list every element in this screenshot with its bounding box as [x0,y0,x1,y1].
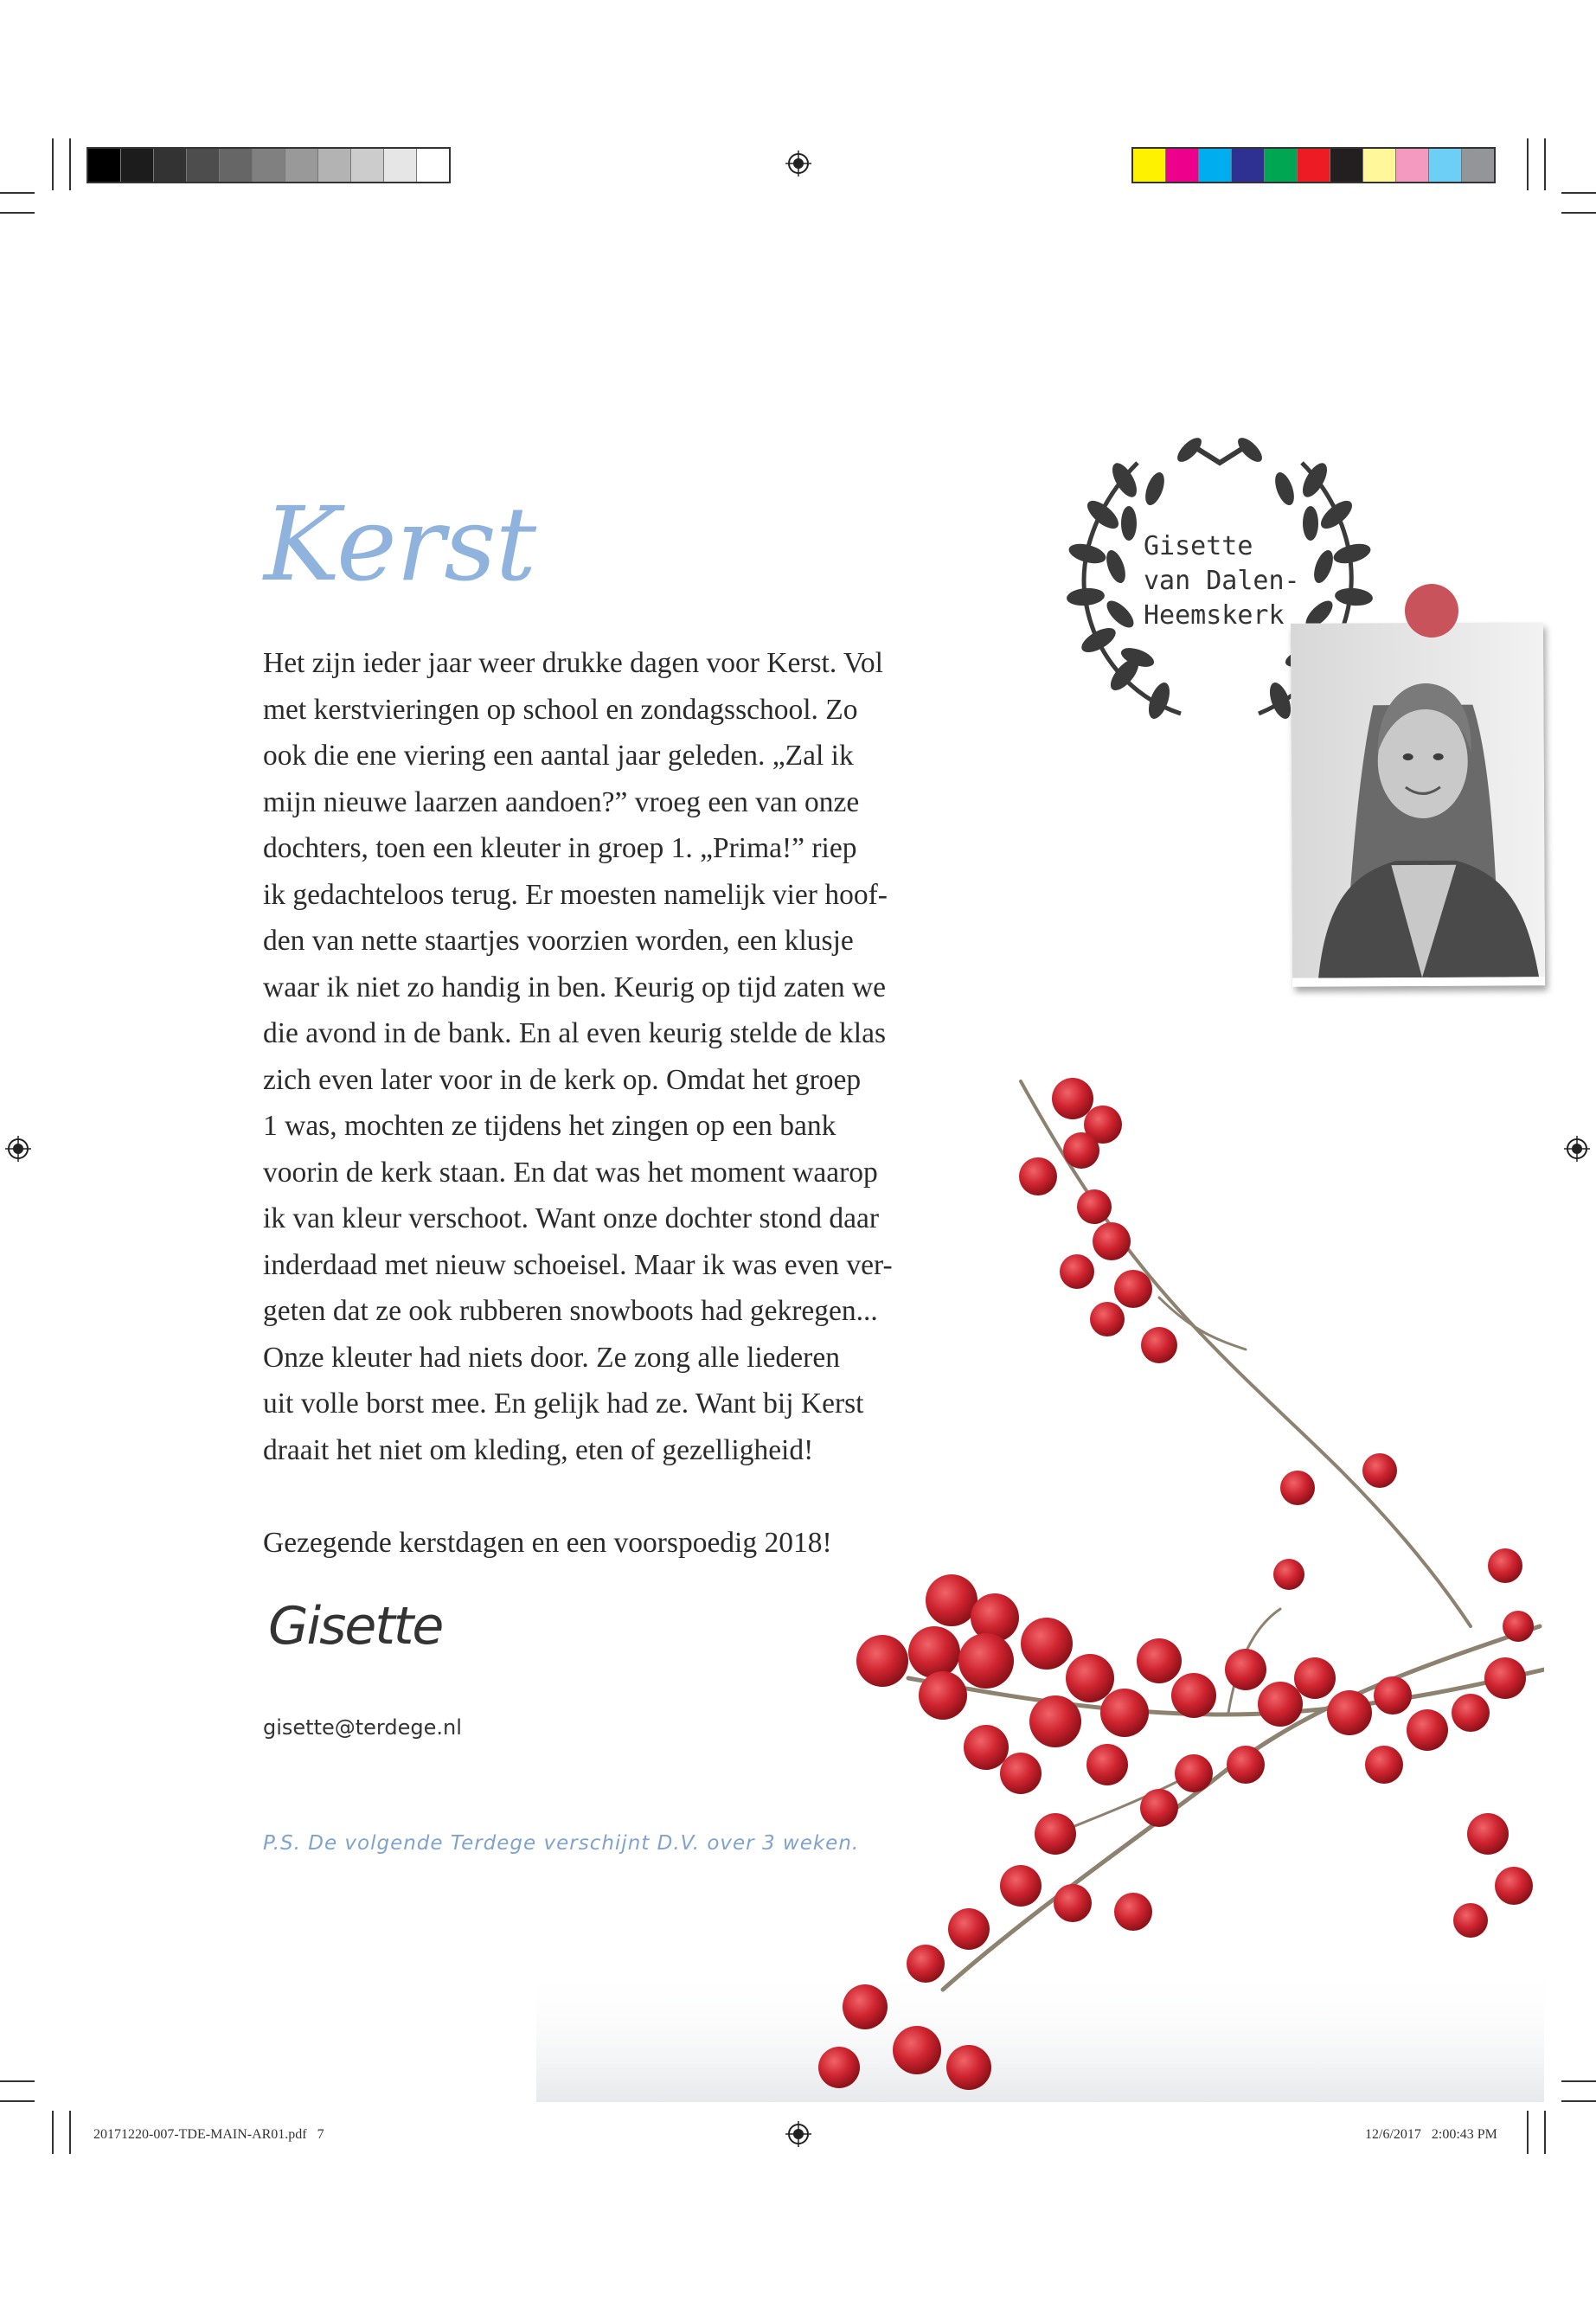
crop-mark [1561,2080,1596,2082]
color-swatch [351,149,384,182]
crop-mark [0,212,35,214]
color-swatch [1462,149,1494,182]
crop-mark [1561,212,1596,214]
color-swatch [384,149,417,182]
pin-icon [1403,582,1460,639]
crop-mark [0,2100,35,2102]
crop-mark [1544,2111,1546,2154]
signature: Gisette [268,1596,443,1657]
registration-mark-icon [5,1136,31,1162]
postscript: P.S. De volgende Terdege verschijnt D.V. over 3 weken. [263,1832,860,1855]
crop-mark [1544,138,1546,190]
color-swatch [88,149,121,182]
article-paragraph: Het zijn ieder jaar weer drukke dagen voor Kerst. Vol met kerstvieringen op school en zondagsschool. Zo ook die ene viering een aantal jaar geleden. „Zal ik mijn nieuwe laarzen aandoen?” vroeg een van onze dochters, toen een kleuter in groep 1. „Prima!” riep ik gedachteloos terug. Er moesten namelijk vier hoof- den van nette staartjes voorzien worden, een klusje waar ik niet zo handig in ben. Keurig op tijd zaten we die avond in de bank. En al even keurig stelde de klas zich even later voor in de kerk op. Omdat het groep 1 was, mochten ze tijdens het zingen op een bank voorin de kerk staan. En dat was het moment waarop ik van kleur verschoot. Want onze dochter stond daar inderdaad met nieuw schoeisel. Maar ik was even ver- geten dat ze ook rubberen snowboots had gekregen... Onze kleuter had niets door. Ze zong alle liederen uit volle borst mee. En gelijk had ze. Want bij Kerst draait het niet om kleding, eten of gezelligheid! [263,647,893,1466]
crop-mark [1527,2111,1529,2154]
author-email[interactable]: gisette@terdege.nl [263,1715,462,1740]
color-swatch [1232,149,1265,182]
color-swatch [1429,149,1462,182]
crop-mark [52,2111,54,2154]
color-swatch [1265,149,1298,182]
color-swatch [121,149,154,182]
color-swatch [253,149,285,182]
article-body [263,640,955,1473]
footer-timestamp: 12/6/2017 2:00:43 PM [1365,2127,1497,2142]
color-swatch [285,149,318,182]
color-swatch [187,149,220,182]
color-swatch [417,149,449,182]
crop-mark [1527,138,1529,190]
color-swatch [318,149,351,182]
author-photo [1291,622,1545,987]
registration-mark-icon [1564,1136,1590,1162]
color-swatch [1199,149,1232,182]
color-swatch [1298,149,1330,182]
registration-mark-icon [785,2121,811,2147]
color-swatch [1330,149,1363,182]
greeting: Gezegende kerstdagen en een voorspoedig 2018! [263,1527,832,1559]
author-portrait [1291,622,1545,978]
crop-mark [0,2080,35,2082]
color-swatch [1166,149,1199,182]
article-title: Kerst [264,484,536,604]
color-swatch [1363,149,1396,182]
crop-mark [52,138,54,190]
crop-mark [1561,192,1596,194]
color-swatch [1396,149,1429,182]
color-swatch [154,149,187,182]
crop-mark [1561,2100,1596,2102]
color-swatch [1133,149,1166,182]
crop-mark [69,138,71,190]
color-swatch [220,149,253,182]
grayscale-bar [87,147,451,183]
crop-mark [0,192,35,194]
registration-mark-icon [785,151,811,176]
crop-mark [69,2111,71,2154]
author-name: Gisette van Dalen- Heemskerk [1144,531,1300,631]
footer-filename: 20171220-007-TDE-MAIN-AR01.pdf 7 [93,2127,324,2142]
color-bar [1131,147,1496,183]
